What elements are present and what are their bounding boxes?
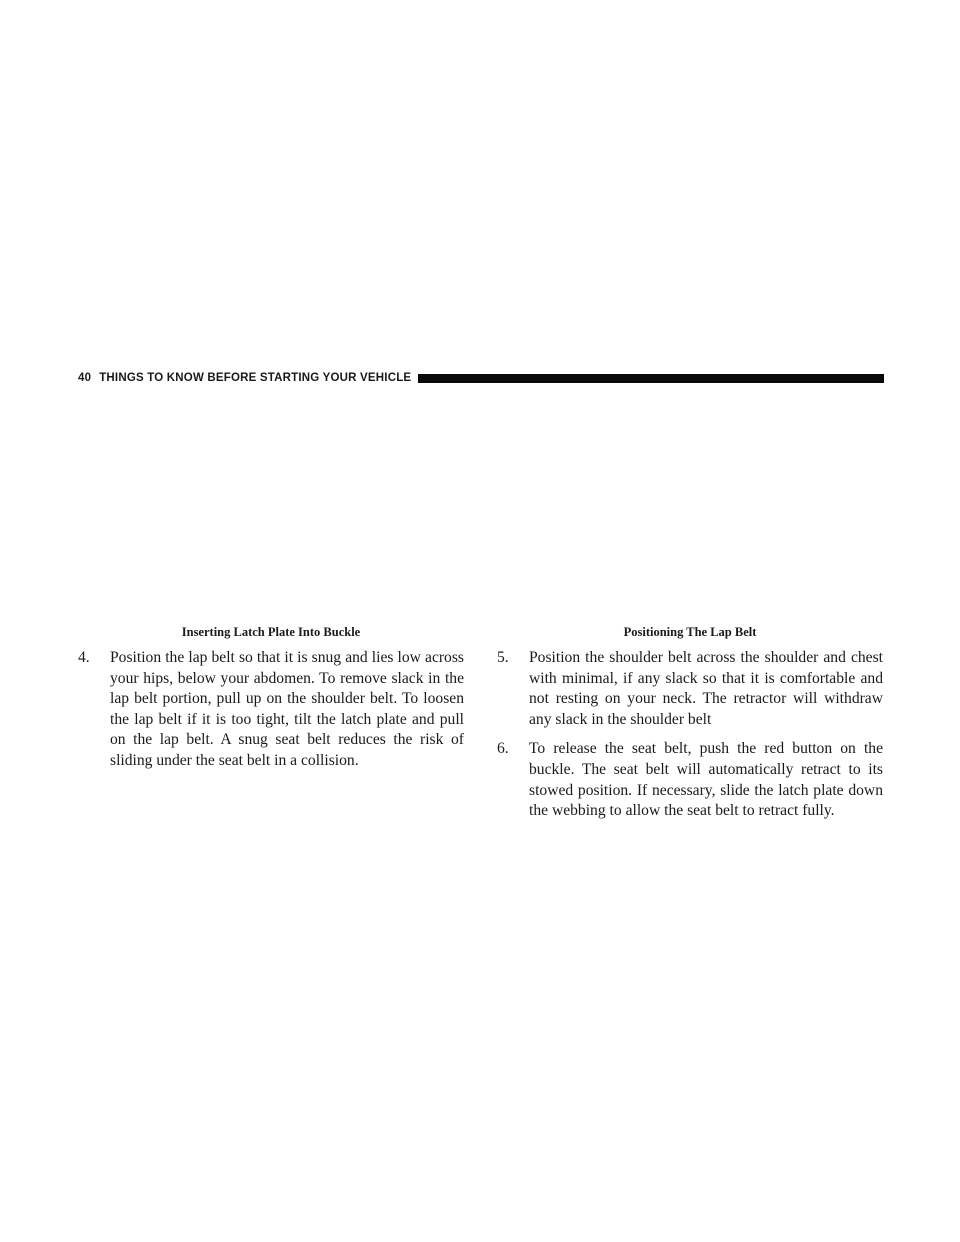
figure-lap-belt-image [497, 392, 883, 618]
step-number: 5. [497, 649, 509, 666]
step-5 [497, 648, 883, 730]
section-title: THINGS TO KNOW BEFORE STARTING YOUR VEHICLE [99, 372, 412, 384]
step-6 [497, 739, 883, 821]
figure-latch-plate-image [78, 392, 464, 618]
step-number: 4. [78, 649, 90, 666]
step-4 [78, 648, 464, 772]
figure-caption-lap-belt: Positioning The Lap Belt [623, 625, 757, 639]
page-number: 40 [78, 372, 92, 384]
left-column [78, 648, 464, 781]
page-header [78, 371, 884, 385]
figure-caption-latch-plate: Inserting Latch Plate Into Buckle [181, 625, 361, 639]
header-rule [418, 374, 884, 383]
right-column [497, 648, 883, 831]
step-text: To release the seat belt, push the red button on the buckle. The seat belt will automatically retract to its stowed position. If necessary, slide the latch plate down the webbing to allow the seat belt to retract fully. [529, 740, 883, 820]
step-text: Position the shoulder belt across the shoulder and chest with minimal, if any slack so that it is comfortable and not resting on your neck. The retractor will withdraw any slack in the shoulder belt [529, 649, 883, 728]
step-number: 6. [497, 740, 509, 758]
step-text: Position the lap belt so that it is snug and lies low across your hips, below your abdomen. To remove slack in the lap belt portion, pull up on the shoulder belt. To loosen the lap belt if it is too tight, tilt the latch plate and pull on the lap belt. A snug seat belt reduces the risk of sliding under the seat belt in a collision. [110, 649, 464, 769]
